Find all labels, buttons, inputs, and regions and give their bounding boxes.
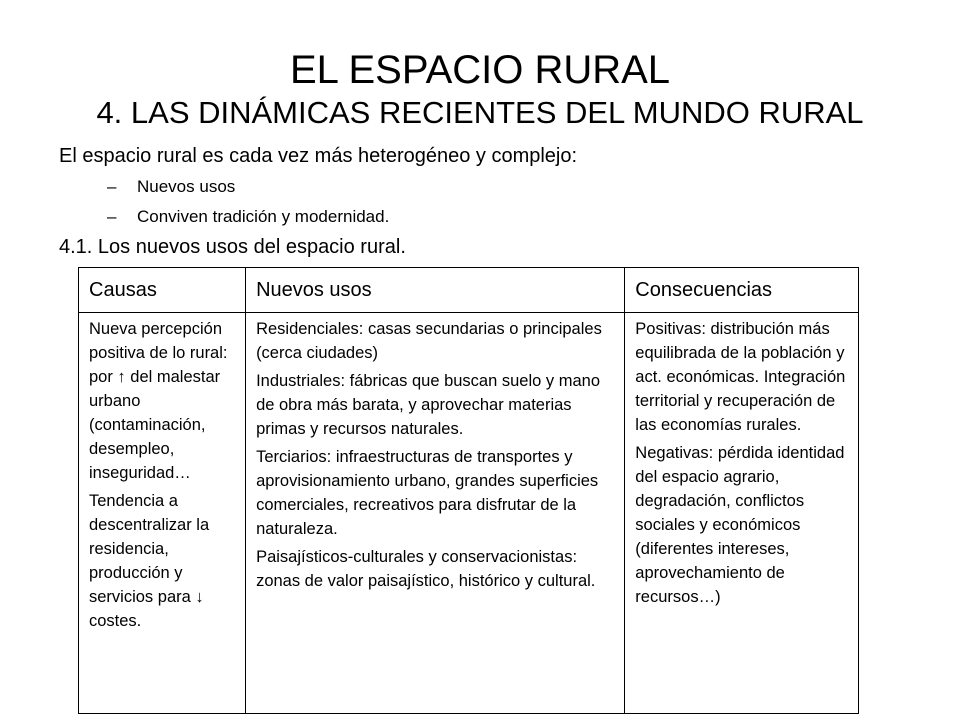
table-row bbox=[79, 313, 859, 714]
bullet-dash: – bbox=[107, 207, 117, 226]
cell-nuevos-usos bbox=[246, 313, 625, 714]
consecuencia-paragraph: Negativas: pérdida identidad del espacio agrario, degradación, conflictos sociales y económicos (diferentes intereses, aprovechamiento de recursos…) bbox=[635, 444, 845, 606]
causa-paragraph: Tendencia a descentralizar la residencia, producción y servicios para ↓ costes. bbox=[89, 492, 210, 630]
uso-paragraph: Industriales: fábricas que buscan suelo y mano de obra más barata, y aprovechar materias primas y recursos naturales. bbox=[256, 372, 601, 438]
header-nuevos-usos: Nuevos usos bbox=[246, 268, 625, 313]
uses-table bbox=[78, 267, 859, 714]
bullet-item bbox=[107, 176, 235, 198]
intro-text: El espacio rural es cada vez más heterogéneo y complejo: bbox=[59, 145, 578, 167]
uso-paragraph: Terciarios: infraestructuras de transportes y aprovisionamiento urbano, grandes superficies comerciales, recreativos para disfrutar de la naturaleza. bbox=[256, 448, 599, 538]
cell-causas bbox=[79, 313, 246, 714]
table-header-row bbox=[79, 268, 859, 313]
slide-subtitle: 4. LAS DINÁMICAS RECIENTES DEL MUNDO RURAL bbox=[96, 95, 864, 130]
header-causas: Causas bbox=[79, 268, 246, 313]
section-heading: 4.1. Los nuevos usos del espacio rural. bbox=[59, 236, 406, 258]
causa-paragraph: Nueva percepción positiva de lo rural: por ↑ del malestar urbano (contaminación, desempleo, inseguridad… bbox=[89, 320, 228, 482]
uso-paragraph: Paisajísticos-culturales y conservacionistas: zonas de valor paisajístico, histórico y cultural. bbox=[256, 548, 596, 590]
bullet-item bbox=[107, 206, 389, 228]
bullet-text: Nuevos usos bbox=[137, 177, 236, 196]
bullet-dash: – bbox=[107, 177, 117, 196]
uso-paragraph: Residenciales: casas secundarias o principales (cerca ciudades) bbox=[256, 320, 602, 362]
slide-title: EL ESPACIO RURAL bbox=[289, 48, 671, 92]
header-consecuencias: Consecuencias bbox=[625, 268, 859, 313]
consecuencia-paragraph: Positivas: distribución más equilibrada de la población y act. económicas. Integración territorial y recuperación de las economías rurales. bbox=[635, 320, 846, 434]
cell-consecuencias bbox=[625, 313, 859, 714]
bullet-text: Conviven tradición y modernidad. bbox=[137, 207, 390, 226]
